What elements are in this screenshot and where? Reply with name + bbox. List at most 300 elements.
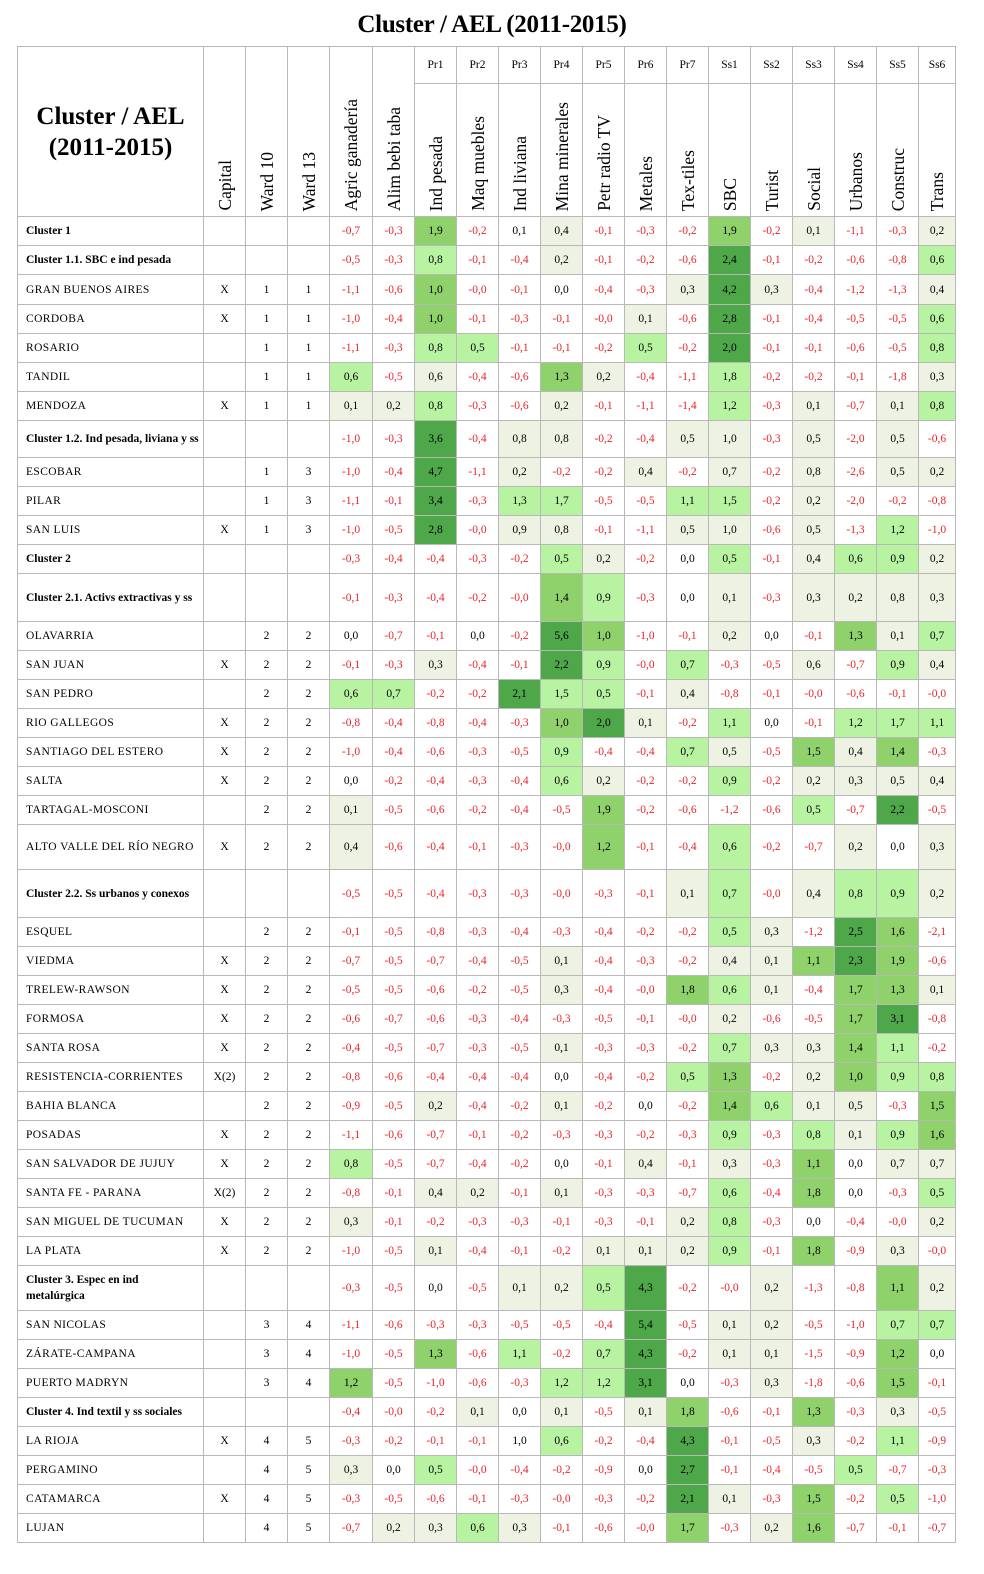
value-cell: -0,2 [583, 458, 625, 487]
value-cell: -0,3 [877, 1092, 919, 1121]
value-cell: 1,8 [667, 1398, 709, 1427]
value-cell: -0,4 [457, 421, 499, 458]
value-cell: -0,0 [919, 680, 956, 709]
value-cell: 0,1 [457, 1398, 499, 1427]
cell-w10: 2 [246, 1150, 288, 1179]
value-cell: -0,7 [835, 796, 877, 825]
value-cell: -0,7 [330, 947, 373, 976]
value-cell: 0,5 [583, 680, 625, 709]
value-cell: -0,8 [330, 1063, 373, 1092]
value-cell: -0,7 [373, 1005, 415, 1034]
value-cell: 0,3 [793, 574, 835, 622]
table-row [18, 709, 956, 738]
value-cell: -0,4 [793, 275, 835, 305]
sector-code-pr1: Pr1 [415, 47, 457, 84]
value-cell: 1,8 [793, 1179, 835, 1208]
value-cell: 1,4 [709, 1092, 751, 1121]
value-cell: 0,6 [751, 1092, 793, 1121]
value-cell: -0,1 [877, 1514, 919, 1543]
value-cell: -0,4 [793, 305, 835, 334]
value-cell: -0,7 [330, 217, 373, 246]
locality-name: SALTA [18, 767, 204, 796]
table-row [18, 275, 956, 305]
cell-w10: 2 [246, 918, 288, 947]
value-cell: -0,1 [499, 1237, 541, 1266]
value-cell: -0,4 [415, 574, 457, 622]
value-cell: 1,7 [541, 487, 583, 516]
value-cell: -0,3 [625, 275, 667, 305]
table-row [18, 622, 956, 651]
value-cell: 0,8 [415, 334, 457, 363]
cell-w13 [288, 545, 330, 574]
value-cell: -0,6 [835, 680, 877, 709]
value-cell: 4,3 [625, 1340, 667, 1369]
value-cell: -0,2 [373, 1427, 415, 1456]
value-cell: 2,4 [709, 246, 751, 275]
value-cell: 0,1 [793, 1092, 835, 1121]
value-cell: 0,2 [835, 574, 877, 622]
value-cell: 0,2 [919, 1208, 956, 1237]
locality-name: VIEDMA [18, 947, 204, 976]
value-cell: -0,9 [919, 1427, 956, 1456]
cell-w10: 2 [246, 1237, 288, 1266]
sector-label-pr7: Tex-tiles [667, 84, 709, 217]
value-cell: 0,2 [709, 1005, 751, 1034]
value-cell: -0,1 [793, 709, 835, 738]
value-cell: -0,1 [583, 246, 625, 275]
sector-code-ss3: Ss3 [793, 47, 835, 84]
value-cell: -0,5 [330, 246, 373, 275]
cell-w10: 2 [246, 1092, 288, 1121]
table-row [18, 1340, 956, 1369]
value-cell: -0,3 [709, 651, 751, 680]
value-cell: 1,7 [835, 1005, 877, 1034]
cluster-name: Cluster 1.1. SBC e ind pesada [18, 246, 204, 275]
value-cell: -0,2 [499, 545, 541, 574]
table-row [18, 487, 956, 516]
value-cell: -0,2 [373, 767, 415, 796]
value-cell: -0,9 [583, 1456, 625, 1485]
value-cell: -0,4 [625, 363, 667, 392]
value-cell: -0,5 [457, 1266, 499, 1311]
value-cell: -0,7 [835, 392, 877, 421]
value-cell: -0,5 [793, 1005, 835, 1034]
value-cell: 1,5 [877, 1369, 919, 1398]
value-cell: -0,1 [751, 1398, 793, 1427]
value-cell: 0,3 [415, 651, 457, 680]
header-capital: Capital [204, 47, 246, 217]
value-cell: -0,3 [457, 1208, 499, 1237]
value-cell: -0,5 [751, 1427, 793, 1456]
value-cell: 0,5 [457, 334, 499, 363]
value-cell: -0,1 [709, 1456, 751, 1485]
cell-capital [204, 796, 246, 825]
value-cell: 0,1 [625, 305, 667, 334]
cell-w10: 2 [246, 680, 288, 709]
value-cell: 1,3 [709, 1063, 751, 1092]
value-cell: -0,4 [457, 947, 499, 976]
value-cell: -0,1 [373, 487, 415, 516]
value-cell: -0,2 [541, 1237, 583, 1266]
value-cell: 0,1 [709, 1311, 751, 1340]
value-cell: 0,7 [667, 651, 709, 680]
cell-w13: 2 [288, 976, 330, 1005]
value-cell: 1,0 [583, 622, 625, 651]
cell-w13: 2 [288, 1034, 330, 1063]
value-cell: -0,0 [541, 825, 583, 870]
value-cell: 0,3 [835, 767, 877, 796]
cell-capital [204, 1340, 246, 1369]
sector-label-ss2: Turist [751, 84, 793, 217]
value-cell: 0,3 [415, 1514, 457, 1543]
value-cell: -0,8 [330, 709, 373, 738]
value-cell: -0,2 [667, 458, 709, 487]
value-cell: 0,6 [330, 363, 373, 392]
value-cell: -0,2 [541, 458, 583, 487]
value-cell: -0,3 [877, 217, 919, 246]
value-cell: -0,0 [793, 680, 835, 709]
corner-label-text: Cluster / AEL (2011-2015) [36, 102, 185, 161]
value-cell: -0,6 [373, 1311, 415, 1340]
header-ward-10: Ward 10 [246, 47, 288, 217]
value-cell: -0,5 [499, 738, 541, 767]
value-cell: 1,3 [835, 622, 877, 651]
value-cell: -0,1 [583, 392, 625, 421]
locality-name: GRAN BUENOS AIRES [18, 275, 204, 305]
value-cell: 0,2 [667, 1208, 709, 1237]
value-cell: -1,1 [835, 217, 877, 246]
locality-name: SAN SALVADOR DE JUJUY [18, 1150, 204, 1179]
value-cell: -0,5 [330, 976, 373, 1005]
value-cell: -0,9 [835, 1237, 877, 1266]
cell-capital: X [204, 516, 246, 545]
value-cell: -0,6 [919, 421, 956, 458]
cell-capital [204, 421, 246, 458]
value-cell: -0,2 [667, 217, 709, 246]
value-cell: -0,3 [541, 918, 583, 947]
value-cell: 0,1 [541, 1398, 583, 1427]
cell-capital: X(2) [204, 1063, 246, 1092]
cell-w10: 2 [246, 1005, 288, 1034]
value-cell: -0,4 [457, 1150, 499, 1179]
value-cell: -0,2 [751, 458, 793, 487]
header-code-row [18, 47, 956, 84]
table-row [18, 1179, 956, 1208]
value-cell: -0,0 [709, 1266, 751, 1311]
value-cell: 0,7 [709, 1034, 751, 1063]
value-cell: 0,2 [373, 1514, 415, 1543]
value-cell: 0,6 [835, 545, 877, 574]
value-cell: -1,2 [793, 918, 835, 947]
cell-w10: 1 [246, 334, 288, 363]
value-cell: -1,5 [793, 1340, 835, 1369]
value-cell: 0,2 [709, 622, 751, 651]
value-cell: -0,3 [373, 217, 415, 246]
value-cell: 1,1 [499, 1340, 541, 1369]
cell-capital: X [204, 738, 246, 767]
value-cell: 0,0 [457, 622, 499, 651]
value-cell: 1,1 [877, 1427, 919, 1456]
value-cell: -0,1 [330, 574, 373, 622]
table-row [18, 1427, 956, 1456]
value-cell: -0,2 [541, 1456, 583, 1485]
table-corner-label [18, 47, 204, 217]
value-cell: 0,6 [457, 1514, 499, 1543]
cell-w10 [246, 246, 288, 275]
value-cell: -0,8 [835, 1266, 877, 1311]
value-cell: -0,6 [373, 1121, 415, 1150]
value-cell: 0,5 [877, 767, 919, 796]
table-row [18, 1311, 956, 1340]
value-cell: 1,2 [583, 1369, 625, 1398]
value-cell: -0,5 [373, 1266, 415, 1311]
value-cell: 0,0 [667, 545, 709, 574]
cell-capital: X [204, 976, 246, 1005]
value-cell: -0,1 [709, 1427, 751, 1456]
value-cell: -0,2 [667, 767, 709, 796]
locality-name: TRELEW-RAWSON [18, 976, 204, 1005]
value-cell: -1,0 [330, 1340, 373, 1369]
cell-capital [204, 918, 246, 947]
value-cell: 0,1 [667, 870, 709, 918]
value-cell: 1,0 [415, 275, 457, 305]
cell-w13: 3 [288, 487, 330, 516]
value-cell: -0,2 [499, 622, 541, 651]
value-cell: -0,5 [373, 363, 415, 392]
cell-w10: 2 [246, 825, 288, 870]
value-cell: 0,1 [709, 1485, 751, 1514]
value-cell: -0,4 [625, 1427, 667, 1456]
value-cell: -0,2 [751, 217, 793, 246]
value-cell: -1,3 [835, 516, 877, 545]
value-cell: -0,2 [457, 976, 499, 1005]
cell-w13 [288, 246, 330, 275]
value-cell: -0,4 [457, 1063, 499, 1092]
value-cell: -0,1 [541, 334, 583, 363]
value-cell: -2,0 [835, 421, 877, 458]
cell-w13: 2 [288, 1237, 330, 1266]
table-row [18, 458, 956, 487]
value-cell: -0,6 [499, 363, 541, 392]
value-cell: 0,1 [793, 217, 835, 246]
value-cell: 1,2 [835, 709, 877, 738]
value-cell: 1,4 [541, 574, 583, 622]
value-cell: -0,2 [457, 574, 499, 622]
cluster-row [18, 246, 956, 275]
value-cell: -0,2 [499, 1121, 541, 1150]
value-cell: 0,8 [541, 421, 583, 458]
locality-name: SAN LUIS [18, 516, 204, 545]
value-cell: -0,5 [583, 1005, 625, 1034]
value-cell: 0,5 [793, 796, 835, 825]
value-cell: -0,4 [667, 825, 709, 870]
cell-capital [204, 545, 246, 574]
value-cell: -0,5 [330, 870, 373, 918]
value-cell: -0,6 [667, 246, 709, 275]
value-cell: -0,8 [919, 487, 956, 516]
value-cell: -0,1 [373, 1208, 415, 1237]
value-cell: -0,6 [330, 1005, 373, 1034]
value-cell: -0,4 [457, 363, 499, 392]
value-cell: 0,1 [625, 709, 667, 738]
value-cell: 2,0 [709, 334, 751, 363]
cell-capital [204, 363, 246, 392]
cell-w10: 2 [246, 1121, 288, 1150]
cell-w10: 4 [246, 1485, 288, 1514]
value-cell: -2,1 [919, 918, 956, 947]
value-cell: 0,9 [877, 1063, 919, 1092]
value-cell: -0,2 [667, 1266, 709, 1311]
table-row [18, 918, 956, 947]
value-cell: -0,2 [625, 1485, 667, 1514]
value-cell: -0,4 [583, 1311, 625, 1340]
value-cell: -0,3 [457, 545, 499, 574]
value-cell: -0,3 [835, 1398, 877, 1427]
value-cell: 0,5 [835, 1456, 877, 1485]
value-cell: 0,0 [667, 1369, 709, 1398]
value-cell: 0,1 [625, 1237, 667, 1266]
cell-w13: 2 [288, 947, 330, 976]
value-cell: -0,2 [835, 1427, 877, 1456]
value-cell: 0,2 [415, 1092, 457, 1121]
table-row [18, 1456, 956, 1485]
cell-capital: X [204, 1208, 246, 1237]
value-cell: -0,4 [499, 246, 541, 275]
sector-code-pr7: Pr7 [667, 47, 709, 84]
value-cell: -0,0 [457, 275, 499, 305]
value-cell: -0,4 [751, 1456, 793, 1485]
value-cell: -0,6 [835, 1369, 877, 1398]
value-cell: 0,0 [667, 574, 709, 622]
value-cell: 0,3 [919, 574, 956, 622]
value-cell: -1,0 [330, 305, 373, 334]
value-cell: 0,2 [919, 870, 956, 918]
cell-w13: 4 [288, 1369, 330, 1398]
cluster-row [18, 574, 956, 622]
value-cell: -0,1 [457, 1427, 499, 1456]
value-cell: -0,2 [751, 825, 793, 870]
locality-name: SAN MIGUEL DE TUCUMAN [18, 1208, 204, 1237]
cell-w13: 1 [288, 305, 330, 334]
locality-name: PILAR [18, 487, 204, 516]
value-cell: 0,2 [457, 1179, 499, 1208]
value-cell: -0,2 [583, 1427, 625, 1456]
value-cell: -0,1 [457, 1121, 499, 1150]
cell-w10 [246, 1398, 288, 1427]
value-cell: -0,6 [373, 1063, 415, 1092]
locality-name: FORMOSA [18, 1005, 204, 1034]
value-cell: -0,3 [499, 305, 541, 334]
value-cell: -0,3 [330, 545, 373, 574]
value-cell: 1,9 [877, 947, 919, 976]
value-cell: -1,1 [625, 516, 667, 545]
cell-w10: 2 [246, 651, 288, 680]
value-cell: -0,5 [499, 947, 541, 976]
sector-code-pr2: Pr2 [457, 47, 499, 84]
cell-capital [204, 1092, 246, 1121]
value-cell: -0,8 [877, 246, 919, 275]
cell-w10: 2 [246, 976, 288, 1005]
value-cell: 1,0 [499, 1427, 541, 1456]
value-cell: 0,4 [415, 1179, 457, 1208]
value-cell: 5,6 [541, 622, 583, 651]
cell-capital [204, 246, 246, 275]
value-cell: 0,2 [835, 825, 877, 870]
value-cell: 0,6 [919, 246, 956, 275]
value-cell: -2,0 [835, 487, 877, 516]
value-cell: 2,1 [667, 1485, 709, 1514]
value-cell: 0,0 [793, 1208, 835, 1237]
sector-label-ss3: Social [793, 84, 835, 217]
page-title: Cluster / AEL (2011-2015) [357, 11, 627, 38]
cluster-row [18, 421, 956, 458]
value-cell: -0,1 [415, 622, 457, 651]
value-cell: 2,8 [709, 305, 751, 334]
cell-w10 [246, 545, 288, 574]
value-cell: 1,2 [709, 392, 751, 421]
cell-w13: 4 [288, 1340, 330, 1369]
value-cell: -0,4 [373, 709, 415, 738]
value-cell: 0,1 [541, 1034, 583, 1063]
value-cell: -0,5 [919, 1398, 956, 1427]
value-cell: -0,3 [751, 1208, 793, 1237]
cell-capital [204, 574, 246, 622]
value-cell: -0,5 [751, 738, 793, 767]
value-cell: -0,2 [751, 1063, 793, 1092]
value-cell: 1,7 [835, 976, 877, 1005]
value-cell: -0,3 [373, 421, 415, 458]
value-cell: -0,0 [919, 1237, 956, 1266]
value-cell: -0,4 [415, 870, 457, 918]
value-cell: -0,4 [583, 947, 625, 976]
value-cell: -0,7 [877, 1456, 919, 1485]
table-row [18, 1514, 956, 1543]
value-cell: 0,1 [919, 976, 956, 1005]
value-cell: -0,1 [667, 1150, 709, 1179]
value-cell: 1,3 [499, 487, 541, 516]
value-cell: 1,7 [667, 1514, 709, 1543]
value-cell: 0,4 [667, 680, 709, 709]
sector-label-ss5: Construc [877, 84, 919, 217]
cell-capital [204, 1514, 246, 1543]
value-cell: -0,2 [835, 1485, 877, 1514]
value-cell: -0,4 [373, 545, 415, 574]
value-cell: -0,7 [919, 1514, 956, 1543]
value-cell: 0,4 [835, 738, 877, 767]
cluster-row [18, 1266, 956, 1311]
value-cell: -0,6 [415, 1005, 457, 1034]
value-cell: -0,6 [583, 1514, 625, 1543]
value-cell: -0,1 [751, 545, 793, 574]
value-cell: -0,2 [919, 1034, 956, 1063]
value-cell: -0,4 [625, 738, 667, 767]
value-cell: -0,4 [583, 976, 625, 1005]
value-cell: 1,7 [877, 709, 919, 738]
cell-w10: 3 [246, 1311, 288, 1340]
value-cell: 0,3 [751, 918, 793, 947]
value-cell: -0,0 [583, 305, 625, 334]
value-cell: -0,6 [415, 976, 457, 1005]
value-cell: -0,5 [583, 487, 625, 516]
value-cell: 1,2 [877, 516, 919, 545]
value-cell: -0,3 [751, 1121, 793, 1150]
cluster-name: Cluster 1 [18, 217, 204, 246]
value-cell: -0,7 [415, 1121, 457, 1150]
value-cell: 0,0 [877, 825, 919, 870]
value-cell: -0,1 [541, 1514, 583, 1543]
value-cell: -0,2 [457, 217, 499, 246]
value-cell: -1,2 [709, 796, 751, 825]
